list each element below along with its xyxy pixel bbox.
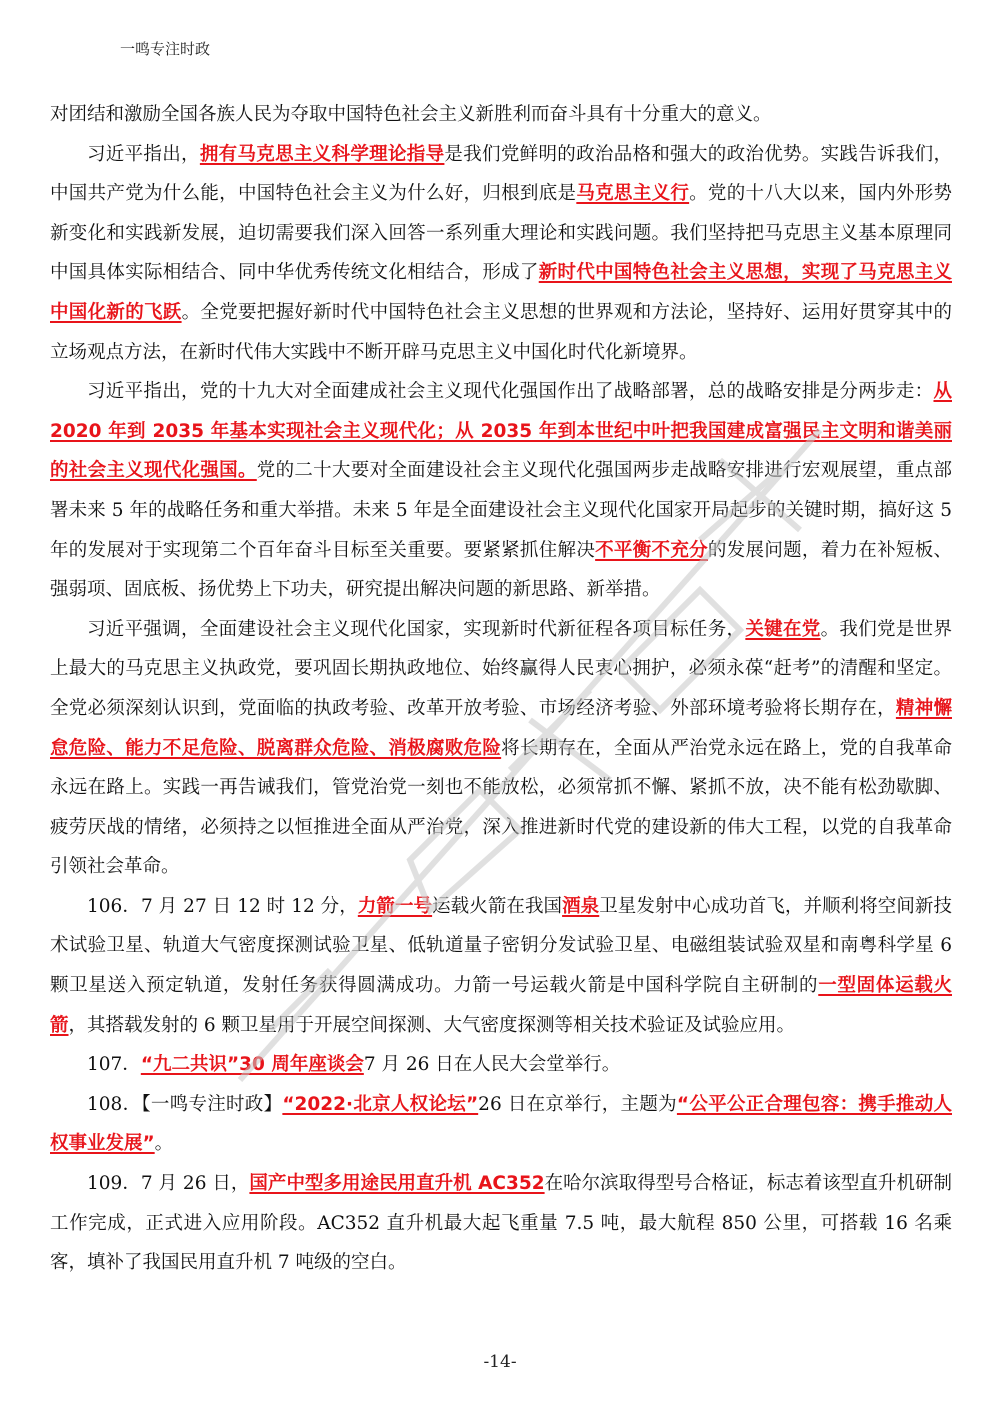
paragraph-text: 。党的十八大以来，国内外形势新变化和实践新发展，迫切需要我们深入回答一系列重大理论和实践问题。我们坚持把马克思主义基本原理同中国具体实际相结合、同中华优秀传统文化相结合，形成了 — [50, 183, 952, 284]
paragraph-text: 7 月 26 日在人民大会堂举行。 — [363, 1054, 621, 1076]
highlighted-keyword: “公平公正合理包容：携手推动人权事业发展” — [50, 1093, 952, 1155]
paragraph-text: 对团结和激励全国各族人民为夺取中国特色社会主义新胜利而奋斗具有十分重大的意义。 — [50, 104, 772, 125]
paragraph-text: 。我们党是世界上最大的马克思主义执政党，要巩固长期执政地位、始终赢得人民衷心拥护，必须永葆“赶考”的清醒和坚定。全党必须深刻认识到，党面临的执政考验、改革开放考验、市场经济考验、外部环境考验将长期存在， — [50, 618, 952, 719]
page-number: -14- — [483, 1352, 517, 1372]
highlighted-keyword: 拥有马克思主义科学理论指导 — [199, 143, 445, 165]
paragraph — [50, 95, 952, 135]
paragraph-text: 的发展问题，着力在补短板、强弱项、固底板、扬优势上下功夫，研究提出解决问题的新思路、新举措。 — [50, 539, 952, 601]
paragraph-text: 党的二十大要对全面建设社会主义现代化强国两步走战略安排进行宏观展望，重点部署未来 5 年的战略任务和重大举措。未来 5 年是全面建设社会主义现代化国家开局起步的关键时期，搞好这 5 年的发展对于实现第二个百年奋斗目标至关重要。要紧紧抓住解决 — [50, 460, 952, 561]
paragraph-text: 107． — [87, 1054, 141, 1076]
paragraph-text: 运载火箭在我国 — [432, 895, 563, 917]
paragraph-text: 106．7 月 27 日 12 时 12 分， — [87, 895, 358, 917]
paragraph-text: 习近平指出， — [87, 143, 200, 165]
highlighted-keyword: 力箭一号 — [357, 895, 433, 917]
highlighted-keyword: 一型固体运载火箭 — [50, 975, 952, 1036]
highlighted-keyword: 马克思主义行 — [576, 183, 690, 205]
highlighted-keyword: 精神懈怠危险、能力不足危险、脱离群众危险、消极腐败危险 — [50, 697, 952, 759]
highlighted-keyword: 新时代中国特色社会主义思想，实现了马克思主义中国化新的飞跃 — [50, 262, 952, 323]
highlighted-keyword: 从 2020 年到 2035 年基本实现社会主义现代化；从 2035 年到本世纪中叶把我国建成富强民主文明和谐美丽的社会主义现代化强国。 — [50, 381, 952, 482]
paragraph — [50, 1085, 952, 1164]
paragraph — [50, 610, 952, 887]
paragraph-text: 习近平强调，全面建设社会主义现代化国家，实现新时代新征程各项目标任务， — [87, 618, 746, 640]
paragraph — [50, 1164, 952, 1283]
highlighted-keyword: 酒泉 — [562, 895, 600, 917]
paragraph-text: 26 日在京举行，主题为 — [478, 1093, 677, 1115]
highlighted-keyword: “2022·北京人权论坛” — [282, 1093, 479, 1115]
paragraph-text: 。 — [154, 1133, 174, 1155]
paragraph-text: 109．7 月 26 日， — [87, 1173, 250, 1195]
paragraph-text: 。全党要把握好新时代中国特色社会主义思想的世界观和方法论，坚持好、运用好贯穿其中的立场观点方法，在新时代伟大实践中不断开辟马克思主义中国化时代化新境界。 — [50, 301, 952, 363]
paragraph-text: 将长期存在，全面从严治党永远在路上，党的自我革命永远在路上。实践一再告诫我们，管党治党一刻也不能放松，必须常抓不懈、紧抓不放，决不能有松劲歇脚、疲劳厌战的情绪，必须持之以恒推进全面从严治党，深入推进新时代党的建设新的伟大工程，以党的自我革命引领社会革命。 — [50, 737, 952, 878]
paragraph-text: ，其搭载发射的 6 颗卫星用于开展空间探测、大气密度探测等相关技术验证及试验应用。 — [68, 1014, 796, 1036]
paragraph — [50, 135, 952, 373]
paragraph — [50, 1045, 952, 1085]
page-header: 一鸣专注时政 — [120, 40, 211, 58]
paragraph-text: 是我们党鲜明的政治品格和强大的政治优势。实践告诉我们，中国共产党为什么能，中国特色社会主义为什么好，归根到底是 — [50, 143, 952, 205]
paragraph — [50, 372, 952, 610]
highlighted-keyword: 关键在党 — [745, 618, 821, 640]
paragraph-text: 108．【一鸣专注时政】 — [87, 1093, 283, 1115]
document-body — [50, 95, 952, 1283]
highlighted-keyword: “九二共识”30 周年座谈会 — [140, 1054, 364, 1076]
highlighted-keyword: 不平衡不充分 — [595, 539, 708, 561]
paragraph-text: 在哈尔滨取得型号合格证，标志着该型直升机研制工作完成，正式进入应用阶段。AC352 直升机最大起飞重量 7.5 吨，最大航程 850 公里，可搭载 16 名乘客，填补了我国民用直升机 7 吨级的空白。 — [50, 1173, 952, 1274]
paragraph-text: 习近平指出，党的十九大对全面建成社会主义现代化强国作出了战略部署，总的战略安排是分两步走： — [87, 381, 934, 403]
paragraph — [50, 887, 952, 1045]
highlighted-keyword: 国产中型多用途民用直升机 AC352 — [249, 1173, 545, 1195]
paragraph-text: 卫星发射中心成功首飞，并顺利将空间新技术试验卫星、轨道大气密度探测试验卫星、低轨道量子密钥分发试验卫星、电磁组装试验双星和南粤科学星 6 颗卫星送入预定轨道，发射任务获得圆满成功。力箭一号运载火箭是中国科学院自主研制的 — [50, 895, 952, 997]
